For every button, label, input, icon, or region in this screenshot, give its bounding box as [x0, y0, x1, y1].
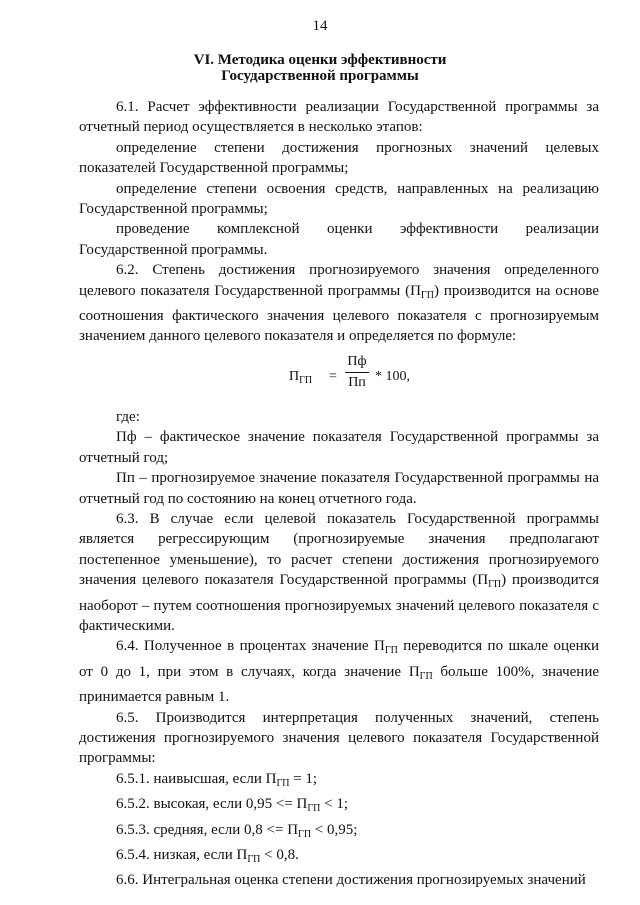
- document-body: [79, 97, 599, 891]
- item-text-end: < 0,95;: [311, 821, 358, 838]
- paragraph-6-2-text-end: ) производится на основе соотношения фактического значения целевого показателя с прогнозируемым значением данного целевого показателя и определяется по формуле:: [79, 282, 599, 345]
- paragraph-6-2: [79, 260, 599, 347]
- formula-denominator: Пп: [348, 374, 366, 390]
- formula-equals: =: [329, 368, 337, 384]
- paragraph-6-5: 6.5. Производится интерпретация полученных значений, степень достижения прогнозируемого значения целевого показателя Государственной программы:: [79, 709, 599, 767]
- item-text-end: < 1;: [320, 796, 349, 813]
- section-heading: [0, 52, 640, 84]
- heading-line-1: VI. Методика оценки эффективности: [193, 52, 447, 68]
- subscript: ГП: [307, 803, 321, 815]
- paragraph-6-6: 6.6. Интегральная оценка степени достижения прогнозируемых значений: [116, 872, 586, 889]
- paragraph-6-5-1: [79, 769, 599, 794]
- paragraph-6-5-3: [79, 820, 599, 845]
- step-1: определение степени достижения прогнозных значений целевых показателей Государственной программы;: [79, 139, 599, 177]
- formula-lhs-subscript: ГП: [299, 374, 313, 386]
- subscript: ГП: [420, 289, 434, 301]
- step-2: определение степени освоения средств, направленных на реализацию Государственной программы;: [79, 180, 599, 218]
- page-number: 14: [312, 18, 328, 34]
- item-text-end: = 1;: [289, 770, 318, 787]
- step-3: проведение комплексной оценки эффективности реализации Государственной программы.: [79, 221, 599, 258]
- paragraph-6-4-text-end: больше 100%, значение принимается равным 1.: [79, 663, 599, 706]
- heading-line-2: Государственной программы: [221, 68, 419, 84]
- item-text-end: < 0,8.: [260, 847, 299, 863]
- paragraph-6-3-text: 6.3. В случае если целевой показатель Государственной программы является регрессирующим (прогнозируемые значения предполагают постепенное уменьшение), то расчет степени достижения прогнозируемого значения целевого показателя Государственной программы (П: [79, 510, 599, 589]
- subscript: ГП: [298, 828, 312, 840]
- formula-block: [79, 347, 599, 407]
- formula-multiplier: * 100,: [375, 368, 410, 384]
- paragraph-6-1: 6.1. Расчет эффективности реализации Государственной программы за отчетный период осуществляется в несколько этапов:: [79, 99, 599, 136]
- item-text: 6.5.2. высокая, если 0,95 <= П: [116, 796, 308, 813]
- formula-numerator: Пф: [347, 353, 367, 369]
- paragraph-6-3-text-end: ) производится наоборот – путем соотношения прогнозируемых значений целевого показателя с фактическими.: [79, 572, 600, 634]
- definition-pp: Пп – прогнозируемое значение показателя Государственной программы на отчетный год по состоянию на конец отчетного года.: [79, 470, 599, 507]
- subscript: ГП: [384, 645, 398, 657]
- paragraph-6-5-4: [79, 845, 599, 870]
- subscript: ГП: [488, 579, 502, 591]
- where-label: где:: [116, 408, 140, 425]
- item-text: 6.5.4. низкая, если П: [116, 847, 248, 863]
- subscript: ГП: [276, 777, 290, 789]
- formula-fraction: [345, 353, 369, 392]
- definition-pf: Пф – фактическое значение показателя Государственной программы за отчетный год;: [79, 429, 599, 466]
- paragraph-6-5-2: [79, 794, 599, 819]
- item-text: 6.5.1. наивысшая, если П: [116, 770, 277, 787]
- subscript: ГП: [247, 854, 261, 865]
- formula-lhs-symbol: П: [289, 368, 300, 384]
- paragraph-6-4: [79, 636, 599, 707]
- paragraph-6-4-text: 6.4. Полученное в процентах значение П: [116, 638, 385, 655]
- formula-lhs: [289, 367, 312, 391]
- subscript: ГП: [419, 670, 433, 682]
- paragraph-6-3: [79, 509, 599, 636]
- fraction-bar: [345, 372, 369, 373]
- item-text: 6.5.3. средняя, если 0,8 <= П: [116, 821, 299, 838]
- paragraph-6-2-text: 6.2. Степень достижения прогнозируемого значения определенного целевого показателя Государственной программы (П: [79, 262, 599, 299]
- paragraph-6-4-text-mid: переводится по шкале оценки от 0 до 1, при этом в случаях, когда значение П: [79, 638, 599, 680]
